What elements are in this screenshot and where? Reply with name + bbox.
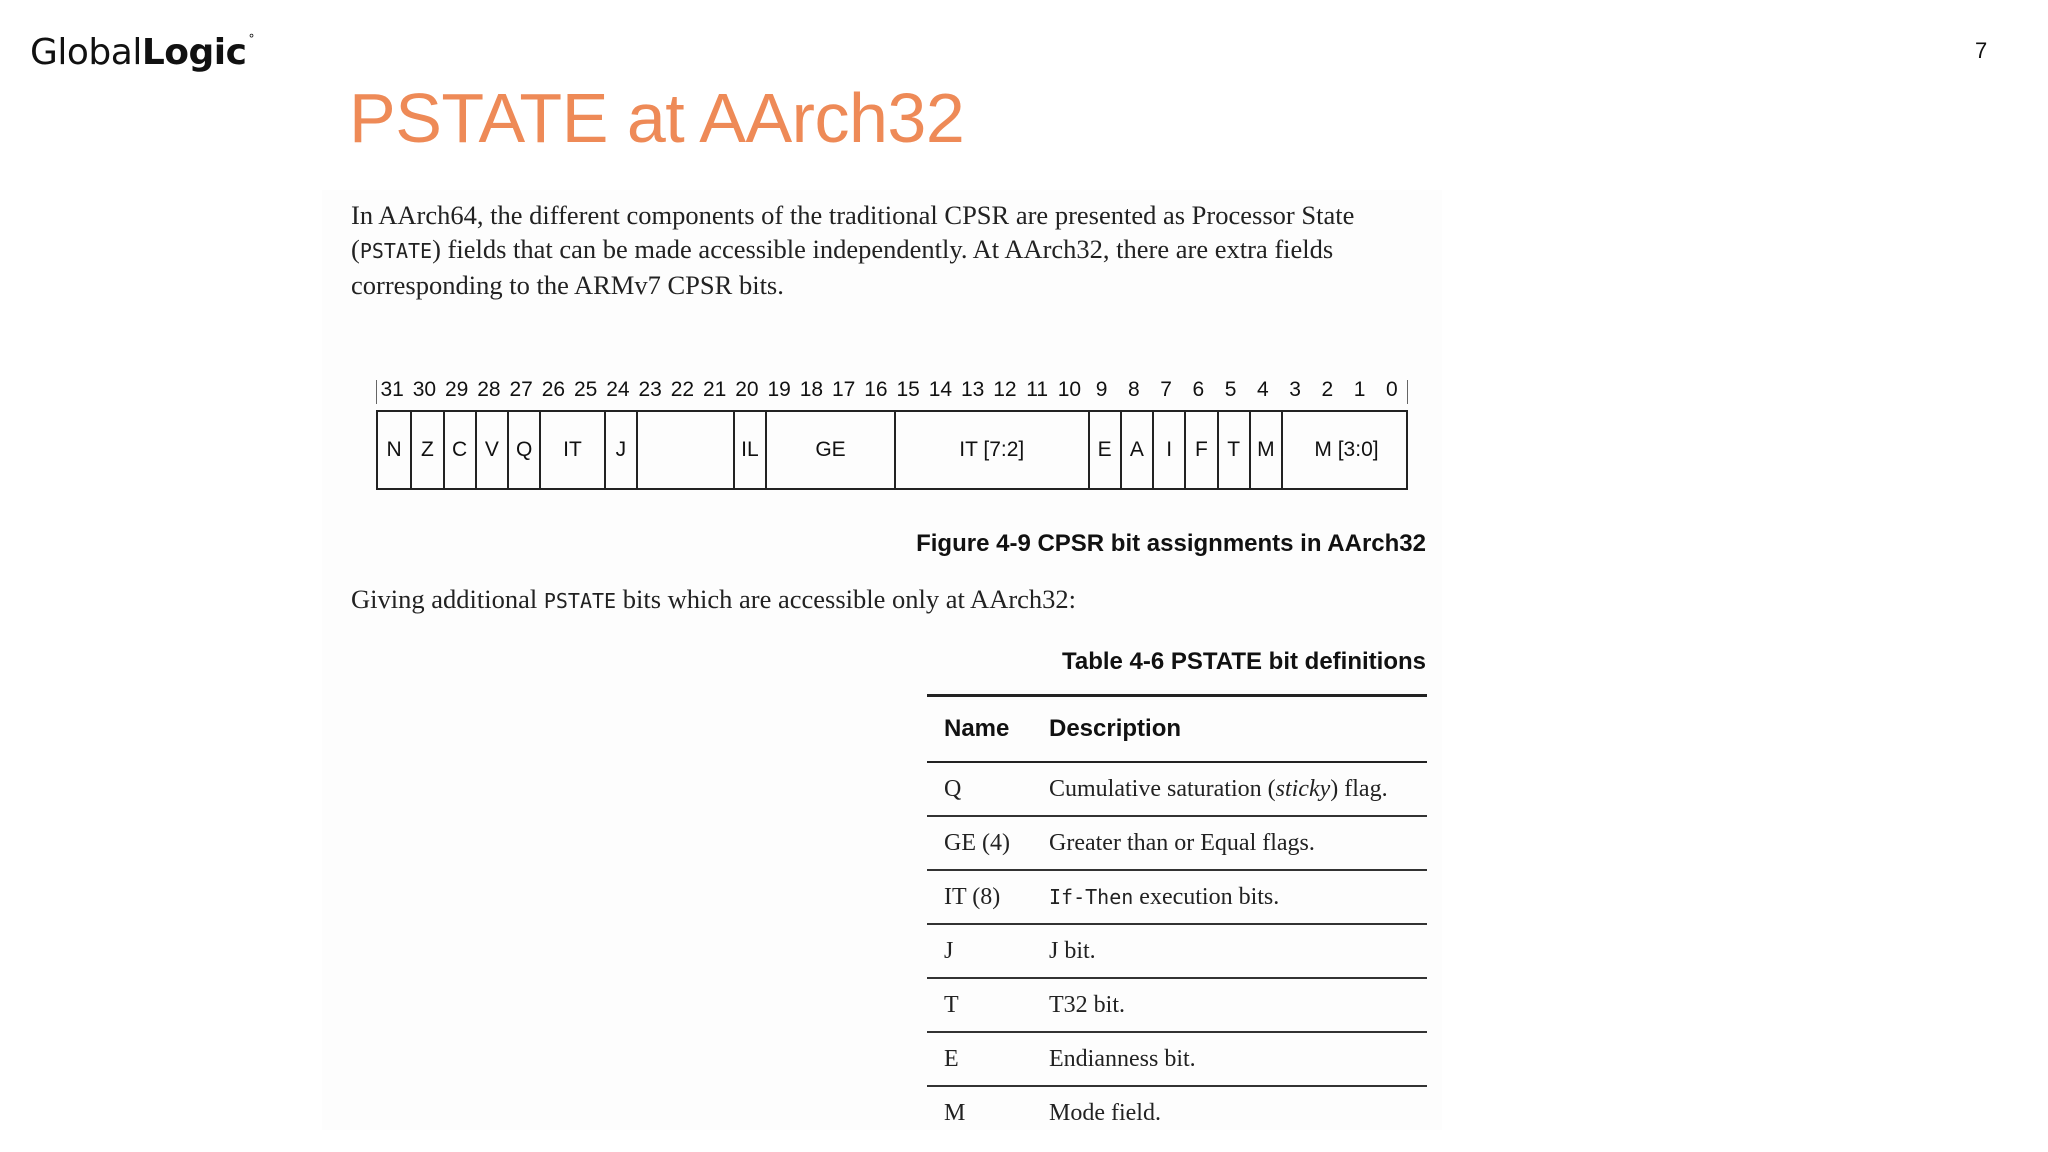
table-header-row xyxy=(927,696,1427,763)
page-number: 7 xyxy=(1975,38,1988,63)
cpsr-register-diagram xyxy=(376,410,1408,490)
register-field: I xyxy=(1152,412,1184,488)
bit-number: 30 xyxy=(412,378,437,401)
logo-trademark-mark: ° xyxy=(248,32,254,46)
bit-number: 22 xyxy=(670,378,695,401)
table-caption: Table 4-6 PSTATE bit definitions xyxy=(1061,648,1426,675)
bit-number: 9 xyxy=(1095,378,1108,401)
register-field: IT [7:2] xyxy=(894,412,1088,488)
bit-number: 1 xyxy=(1353,378,1366,401)
bit-number: 25 xyxy=(573,378,598,401)
additional-bits-paragraph xyxy=(351,584,1076,615)
bit-number: 27 xyxy=(509,378,533,401)
row-name-cell: Q xyxy=(927,762,1032,816)
row-name-cell: M xyxy=(944,1099,966,1126)
table-row xyxy=(927,1086,1427,1139)
bit-number: 10 xyxy=(1057,378,1082,401)
bit-number: 20 xyxy=(735,378,759,401)
row-name-cell: T xyxy=(927,978,1032,1032)
register-field: N xyxy=(386,438,402,461)
row-name-cell: E xyxy=(927,1032,1032,1086)
bit-number: 17 xyxy=(831,378,856,401)
register-field xyxy=(636,412,733,488)
register-field: M xyxy=(1249,412,1281,488)
bit-number: 4 xyxy=(1257,378,1269,401)
row-description-cell: Greater than or Equal flags. xyxy=(1032,816,1427,870)
figure-caption: Figure 4-9 CPSR bit assignments in AArch32 xyxy=(916,530,1426,557)
row-name-cell: IT (8) xyxy=(927,870,1032,924)
bit-number: 24 xyxy=(606,378,630,401)
bit-number: 18 xyxy=(799,378,824,401)
bit-row-left-tick xyxy=(376,380,377,404)
row-description-cell: Endianness bit. xyxy=(1032,1032,1427,1086)
row-name-cell: GE (4) xyxy=(927,816,1032,870)
bit-number-row xyxy=(376,378,1408,408)
table-row xyxy=(927,870,1427,924)
row-description-cell: Mode field. xyxy=(1049,1099,1161,1126)
bit-number: 11 xyxy=(1026,378,1049,401)
register-field: M [3:0] xyxy=(1281,412,1410,488)
header-name: Name xyxy=(927,696,1032,763)
logo-text-light: Global xyxy=(30,32,142,73)
table-row xyxy=(927,1032,1427,1086)
row-description-cell: Cumulative saturation (sticky) flag. xyxy=(1032,762,1427,816)
pstate-bit-definitions-table xyxy=(927,694,1427,1139)
bit-number: 15 xyxy=(896,378,920,401)
register-field: T xyxy=(1217,412,1249,488)
register-field: GE xyxy=(765,412,894,488)
bit-number: 26 xyxy=(541,378,566,401)
table-row xyxy=(927,762,1427,816)
bit-number: 7 xyxy=(1160,378,1172,401)
row-name-cell: J xyxy=(927,924,1032,978)
row-description-cell: J bit. xyxy=(1032,924,1427,978)
register-field: E xyxy=(1088,412,1120,488)
para2-text-1: Giving additional xyxy=(351,584,544,614)
row-description-cell: T32 bit. xyxy=(1032,978,1427,1032)
code-term: If-Then xyxy=(1049,884,1134,909)
bit-number: 23 xyxy=(638,378,662,401)
register-field: Q xyxy=(507,412,539,488)
bit-number: 0 xyxy=(1386,378,1398,401)
intro-paragraph xyxy=(351,198,1441,302)
bit-number: 28 xyxy=(477,378,501,401)
intro-text-1: In AArch64, the different components of the traditional CPSR are presented as Processor State ( xyxy=(351,200,1355,264)
bit-number: 8 xyxy=(1128,378,1140,401)
bit-number: 3 xyxy=(1289,378,1301,401)
table-body xyxy=(927,762,1427,1139)
bit-row-right-tick xyxy=(1407,380,1408,404)
bit-number: 19 xyxy=(767,378,791,401)
globallogic-logo xyxy=(30,32,254,73)
register-field: C xyxy=(443,412,475,488)
bit-number: 13 xyxy=(960,378,985,401)
intro-code-pstate: PSTATE xyxy=(359,239,433,263)
table-row xyxy=(927,816,1427,870)
bit-number: 16 xyxy=(864,378,888,401)
italic-term: sticky xyxy=(1275,775,1331,802)
para2-code-pstate: PSTATE xyxy=(543,589,617,613)
register-field: V xyxy=(475,412,507,488)
bit-number: 12 xyxy=(993,378,1017,401)
register-field: Z xyxy=(410,412,442,488)
table-row xyxy=(927,978,1427,1032)
header-description: Description xyxy=(1032,696,1427,763)
register-field: A xyxy=(1120,412,1152,488)
bit-number: 5 xyxy=(1224,378,1237,401)
bit-number: 31 xyxy=(380,378,404,401)
intro-text-2: ) fields that can be made accessible independently. At AArch32, there are extra fields corresponding to the ARMv7 CPSR bits. xyxy=(351,234,1334,300)
table-row xyxy=(927,924,1427,978)
logo-text-bold: Logic xyxy=(141,32,247,73)
bit-number: 21 xyxy=(702,378,727,401)
para2-text-2: bits which are accessible only at AArch32: xyxy=(616,584,1077,614)
bit-number: 29 xyxy=(444,378,469,401)
bit-number: 14 xyxy=(928,378,953,401)
register-field: IL xyxy=(733,412,765,488)
slide-title: PSTATE at AArch32 xyxy=(349,79,965,157)
register-field: IT xyxy=(539,412,604,488)
bit-number: 6 xyxy=(1192,378,1205,401)
row-description-cell: If-Then execution bits. xyxy=(1032,870,1427,924)
bit-number: 2 xyxy=(1321,378,1334,401)
register-field: F xyxy=(1184,412,1216,488)
register-field: J xyxy=(604,412,636,488)
